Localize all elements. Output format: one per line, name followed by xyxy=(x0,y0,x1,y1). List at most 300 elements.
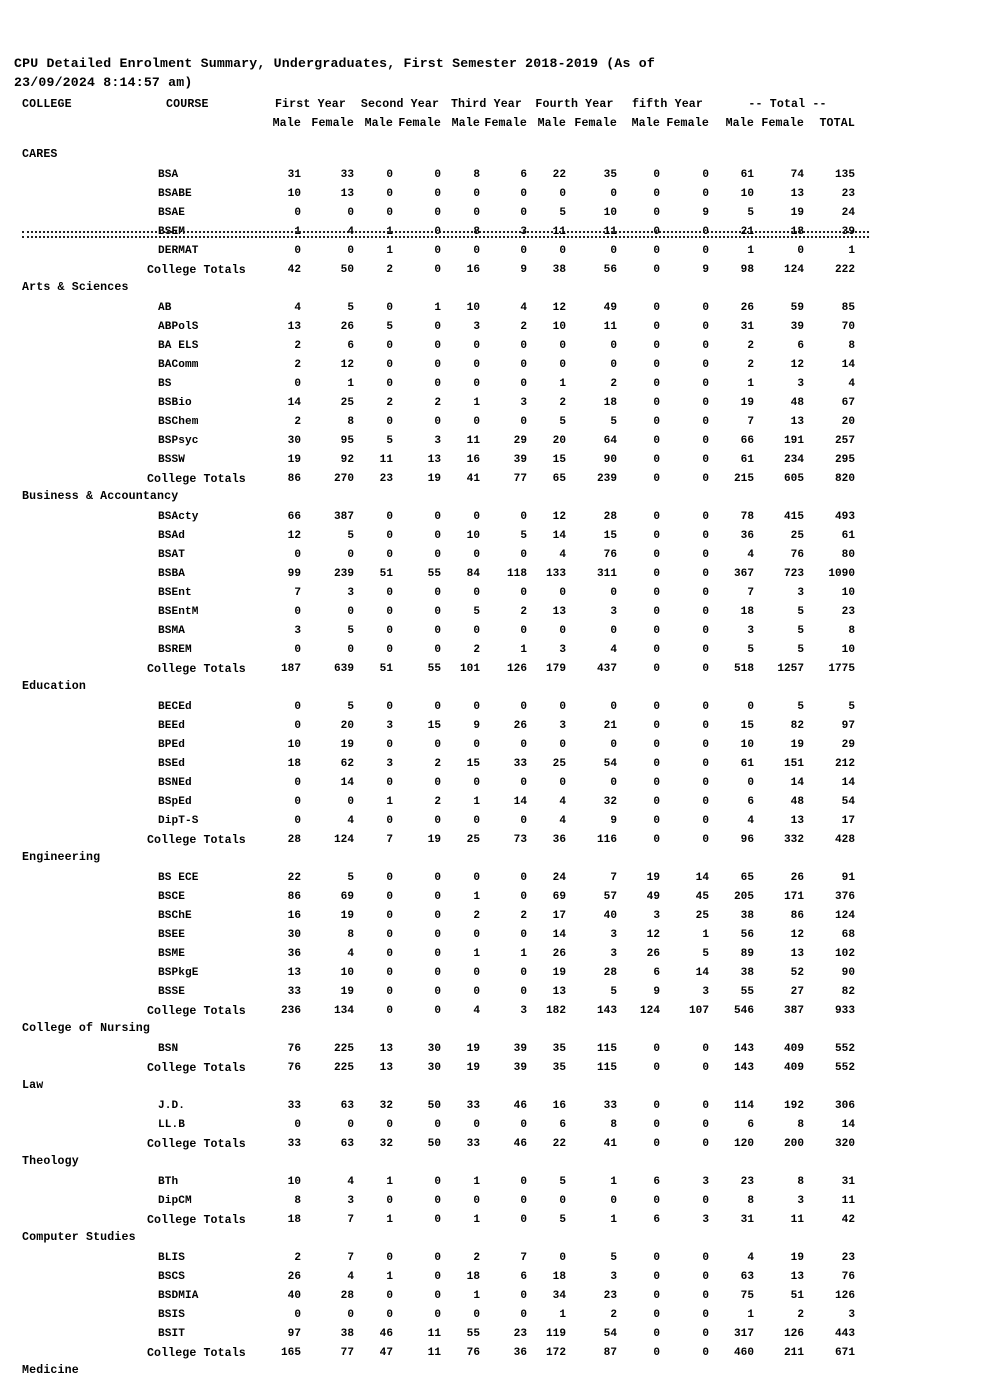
cell-course-male-6: 2 xyxy=(559,397,566,409)
cell-course-male-6: 5 xyxy=(559,416,566,428)
cell-course-male-8: 0 xyxy=(653,1271,660,1283)
cell-total-female-1: 270 xyxy=(334,473,354,485)
cell-course-female-3: 0 xyxy=(434,872,441,884)
cell-course-male-6: 13 xyxy=(552,986,566,998)
cell-course-female-11: 2 xyxy=(797,1309,804,1321)
cell-total-total-12: 671 xyxy=(835,1347,855,1359)
cell-course-female-9: 0 xyxy=(702,302,709,314)
cell-total-male-2: 1 xyxy=(386,1214,393,1226)
cell-course-male-0: 40 xyxy=(287,1290,301,1302)
course-name: BSME xyxy=(158,948,186,960)
cell-course-male-4: 16 xyxy=(466,454,480,466)
cell-course-female-7: 54 xyxy=(603,758,617,770)
cell-total-male-4: 33 xyxy=(466,1138,480,1150)
cell-course-total-12: 17 xyxy=(841,815,855,827)
group-header-third-year: Third Year xyxy=(450,98,523,111)
cell-total-female-3: 19 xyxy=(427,834,441,846)
course-name: ABPolS xyxy=(158,321,199,333)
cell-course-male-4: 0 xyxy=(473,967,480,979)
cell-course-male-10: 65 xyxy=(740,872,754,884)
cell-course-female-11: 8 xyxy=(797,1176,804,1188)
cell-total-female-9: 0 xyxy=(702,834,709,846)
cell-course-male-0: 2 xyxy=(294,416,301,428)
cell-course-male-2: 0 xyxy=(386,891,393,903)
cell-course-female-11: 3 xyxy=(797,587,804,599)
cell-course-male-8: 0 xyxy=(653,1100,660,1112)
cell-course-female-7: 2 xyxy=(610,378,617,390)
table-row xyxy=(0,793,989,812)
cell-course-female-1: 5 xyxy=(347,530,354,542)
cell-course-male-10: 7 xyxy=(747,416,754,428)
cell-course-male-2: 0 xyxy=(386,587,393,599)
cell-course-female-9: 0 xyxy=(702,454,709,466)
cell-course-female-9: 0 xyxy=(702,435,709,447)
cell-course-male-0: 66 xyxy=(287,511,301,523)
cell-course-male-6: 0 xyxy=(559,245,566,257)
cell-course-male-6: 4 xyxy=(559,549,566,561)
course-name: DipT-S xyxy=(158,815,199,827)
cell-course-male-2: 0 xyxy=(386,549,393,561)
cell-course-male-4: 0 xyxy=(473,511,480,523)
cell-course-male-6: 24 xyxy=(552,872,566,884)
cell-course-total-12: 3 xyxy=(848,1309,855,1321)
college-totals-row xyxy=(0,1059,989,1078)
cell-course-total-12: 552 xyxy=(835,1043,855,1055)
course-name: BSN xyxy=(158,1043,179,1055)
cell-course-female-1: 8 xyxy=(347,416,354,428)
cell-course-male-4: 1 xyxy=(473,1290,480,1302)
table-row xyxy=(0,641,989,660)
cell-course-female-3: 0 xyxy=(434,169,441,181)
cell-course-male-8: 0 xyxy=(653,1290,660,1302)
cell-course-male-2: 11 xyxy=(379,454,393,466)
cell-course-female-11: 19 xyxy=(790,207,804,219)
cell-course-male-6: 13 xyxy=(552,606,566,618)
cell-course-female-7: 5 xyxy=(610,1252,617,1264)
cell-course-male-0: 0 xyxy=(294,549,301,561)
table-row xyxy=(0,1268,989,1287)
cell-course-total-12: 82 xyxy=(841,986,855,998)
cell-course-female-1: 0 xyxy=(347,644,354,656)
cell-total-total-12: 42 xyxy=(841,1214,855,1226)
table-row xyxy=(0,774,989,793)
cell-total-female-1: 134 xyxy=(334,1005,354,1017)
cell-course-female-9: 0 xyxy=(702,226,709,238)
cell-course-female-3: 0 xyxy=(434,910,441,922)
cell-course-female-1: 26 xyxy=(340,321,354,333)
cell-course-female-9: 0 xyxy=(702,1100,709,1112)
cell-course-female-7: 0 xyxy=(610,1195,617,1207)
course-name: BSPkgE xyxy=(158,967,199,979)
sub-header-7-female: Female xyxy=(574,117,617,130)
cell-course-female-7: 10 xyxy=(603,207,617,219)
cell-course-male-6: 133 xyxy=(546,568,566,580)
cell-course-male-2: 0 xyxy=(386,416,393,428)
cell-course-male-4: 0 xyxy=(473,1119,480,1131)
cell-course-female-5: 33 xyxy=(513,758,527,770)
cell-course-female-5: 1 xyxy=(520,948,527,960)
cell-course-female-3: 0 xyxy=(434,625,441,637)
cell-course-male-8: 6 xyxy=(653,1176,660,1188)
table-row xyxy=(0,622,989,641)
cell-course-male-10: 63 xyxy=(740,1271,754,1283)
college-totals-label: College Totals xyxy=(147,1214,246,1227)
cell-course-female-5: 0 xyxy=(520,1195,527,1207)
cell-course-male-2: 0 xyxy=(386,530,393,542)
cell-course-female-9: 0 xyxy=(702,1195,709,1207)
cell-total-female-9: 0 xyxy=(702,1062,709,1074)
table-row xyxy=(0,1097,989,1116)
cell-course-female-9: 14 xyxy=(695,967,709,979)
cell-course-female-7: 0 xyxy=(610,739,617,751)
cell-course-female-3: 0 xyxy=(434,340,441,352)
course-name: BSNEd xyxy=(158,777,192,789)
cell-course-female-5: 118 xyxy=(507,568,527,580)
cell-course-female-9: 0 xyxy=(702,416,709,428)
sub-header-3-female: Female xyxy=(398,117,441,130)
cell-course-male-6: 3 xyxy=(559,644,566,656)
cell-course-male-8: 49 xyxy=(646,891,660,903)
table-row xyxy=(0,945,989,964)
cell-course-female-5: 0 xyxy=(520,739,527,751)
cell-course-female-7: 9 xyxy=(610,815,617,827)
course-name: DERMAT xyxy=(158,245,199,257)
cell-course-female-7: 0 xyxy=(610,587,617,599)
college-group-row xyxy=(0,489,989,508)
cell-total-female-3: 0 xyxy=(434,264,441,276)
cell-course-female-1: 3 xyxy=(347,587,354,599)
course-name: BSA xyxy=(158,169,179,181)
course-name: J.D. xyxy=(158,1100,186,1112)
cell-course-male-2: 0 xyxy=(386,777,393,789)
cell-course-male-2: 0 xyxy=(386,169,393,181)
cell-course-male-2: 0 xyxy=(386,378,393,390)
cell-course-total-12: 54 xyxy=(841,796,855,808)
cell-course-total-12: 68 xyxy=(841,929,855,941)
cell-course-female-7: 3 xyxy=(610,1271,617,1283)
cell-course-female-5: 6 xyxy=(520,169,527,181)
cell-course-male-6: 34 xyxy=(552,1290,566,1302)
cell-course-male-10: 6 xyxy=(747,1119,754,1131)
cell-course-female-3: 0 xyxy=(434,1195,441,1207)
cell-total-female-3: 19 xyxy=(427,473,441,485)
course-name: BSABE xyxy=(158,188,192,200)
college-group-row xyxy=(0,147,989,166)
cell-total-female-11: 200 xyxy=(784,1138,804,1150)
cell-course-female-9: 0 xyxy=(702,568,709,580)
cell-course-male-8: 0 xyxy=(653,568,660,580)
cell-course-female-9: 0 xyxy=(702,1252,709,1264)
cell-total-female-11: 605 xyxy=(784,473,804,485)
cell-course-female-1: 0 xyxy=(347,796,354,808)
college-totals-label: College Totals xyxy=(147,1347,246,1360)
cell-course-female-1: 33 xyxy=(340,169,354,181)
cell-course-female-1: 5 xyxy=(347,872,354,884)
table-row xyxy=(0,736,989,755)
cell-course-male-2: 0 xyxy=(386,948,393,960)
cell-course-female-1: 63 xyxy=(340,1100,354,1112)
table-row xyxy=(0,1173,989,1192)
college-totals-label: College Totals xyxy=(147,473,246,486)
column-header-college: COLLEGE xyxy=(22,98,72,111)
cell-total-male-2: 2 xyxy=(386,264,393,276)
cell-course-female-5: 2 xyxy=(520,321,527,333)
course-name: BSpEd xyxy=(158,796,192,808)
course-name: BSREM xyxy=(158,644,192,656)
course-name: BSCE xyxy=(158,891,186,903)
cell-course-female-7: 0 xyxy=(610,245,617,257)
cell-course-male-10: 4 xyxy=(747,1252,754,1264)
cell-course-female-1: 4 xyxy=(347,948,354,960)
cell-course-female-11: 74 xyxy=(790,169,804,181)
cell-course-female-1: 0 xyxy=(347,549,354,561)
cell-course-female-9: 14 xyxy=(695,872,709,884)
table-row xyxy=(0,1287,989,1306)
cell-course-female-9: 0 xyxy=(702,1043,709,1055)
cell-course-total-12: 10 xyxy=(841,587,855,599)
cell-course-total-12: 8 xyxy=(848,625,855,637)
course-name: BSBio xyxy=(158,397,192,409)
cell-course-female-11: 39 xyxy=(790,321,804,333)
cell-course-total-12: 295 xyxy=(835,454,855,466)
cell-course-male-2: 0 xyxy=(386,359,393,371)
cell-total-female-5: 0 xyxy=(520,1214,527,1226)
cell-course-female-9: 0 xyxy=(702,188,709,200)
cell-course-male-0: 31 xyxy=(287,169,301,181)
course-name: BSIS xyxy=(158,1309,186,1321)
table-row xyxy=(0,451,989,470)
cell-course-male-4: 1 xyxy=(473,796,480,808)
table-row xyxy=(0,318,989,337)
cell-course-total-12: 24 xyxy=(841,207,855,219)
cell-total-female-9: 0 xyxy=(702,1138,709,1150)
cell-course-female-3: 0 xyxy=(434,644,441,656)
cell-course-female-11: 3 xyxy=(797,378,804,390)
cell-total-male-4: 25 xyxy=(466,834,480,846)
cell-course-male-4: 0 xyxy=(473,1195,480,1207)
table-row xyxy=(0,964,989,983)
cell-course-female-11: 126 xyxy=(784,1328,804,1340)
cell-course-male-10: 3 xyxy=(747,625,754,637)
cell-course-female-3: 0 xyxy=(434,188,441,200)
cell-course-female-7: 35 xyxy=(603,169,617,181)
cell-course-male-0: 14 xyxy=(287,397,301,409)
cell-course-female-3: 0 xyxy=(434,815,441,827)
cell-course-male-10: 78 xyxy=(740,511,754,523)
cell-course-female-11: 8 xyxy=(797,1119,804,1131)
cell-total-female-7: 143 xyxy=(597,1005,617,1017)
cell-course-female-5: 2 xyxy=(520,910,527,922)
sub-header-0-male: Male xyxy=(272,117,301,130)
cell-course-male-2: 0 xyxy=(386,910,393,922)
cell-course-male-8: 0 xyxy=(653,169,660,181)
cell-total-female-11: 387 xyxy=(784,1005,804,1017)
sub-header-4-male: Male xyxy=(451,117,480,130)
cell-total-male-0: 236 xyxy=(281,1005,301,1017)
cell-course-male-2: 0 xyxy=(386,815,393,827)
cell-course-female-3: 0 xyxy=(434,1176,441,1188)
cell-total-male-6: 172 xyxy=(546,1347,566,1359)
cell-total-male-0: 165 xyxy=(281,1347,301,1359)
cell-course-male-6: 0 xyxy=(559,701,566,713)
cell-course-male-4: 11 xyxy=(466,435,480,447)
cell-course-male-8: 0 xyxy=(653,1119,660,1131)
cell-course-female-9: 3 xyxy=(702,986,709,998)
cell-course-female-7: 0 xyxy=(610,340,617,352)
cell-total-female-5: 126 xyxy=(507,663,527,675)
cell-total-male-2: 23 xyxy=(379,473,393,485)
cell-total-male-10: 215 xyxy=(734,473,754,485)
cell-course-female-5: 1 xyxy=(520,644,527,656)
cell-course-male-0: 22 xyxy=(287,872,301,884)
cell-course-female-5: 4 xyxy=(520,302,527,314)
cell-total-male-4: 1 xyxy=(473,1214,480,1226)
cell-total-female-3: 55 xyxy=(427,663,441,675)
cell-course-female-7: 3 xyxy=(610,948,617,960)
cell-course-male-8: 0 xyxy=(653,644,660,656)
cell-course-male-10: 2 xyxy=(747,359,754,371)
cell-total-male-0: 33 xyxy=(287,1138,301,1150)
cell-course-male-2: 0 xyxy=(386,872,393,884)
cell-course-male-4: 0 xyxy=(473,587,480,599)
cell-course-female-9: 0 xyxy=(702,530,709,542)
cell-course-male-0: 12 xyxy=(287,530,301,542)
cell-total-male-4: 16 xyxy=(466,264,480,276)
cell-course-male-4: 2 xyxy=(473,644,480,656)
cell-course-male-8: 3 xyxy=(653,910,660,922)
cell-course-male-8: 0 xyxy=(653,701,660,713)
cell-total-female-11: 409 xyxy=(784,1062,804,1074)
cell-course-male-8: 0 xyxy=(653,511,660,523)
cell-course-male-2: 1 xyxy=(386,245,393,257)
cell-course-female-11: 19 xyxy=(790,1252,804,1264)
cell-total-female-11: 124 xyxy=(784,264,804,276)
cell-course-female-9: 0 xyxy=(702,796,709,808)
cell-course-male-2: 0 xyxy=(386,511,393,523)
cell-course-female-3: 0 xyxy=(434,891,441,903)
cell-course-female-9: 3 xyxy=(702,1176,709,1188)
cell-course-female-7: 5 xyxy=(610,986,617,998)
cell-course-male-6: 22 xyxy=(552,169,566,181)
cell-course-male-8: 0 xyxy=(653,207,660,219)
cell-course-female-7: 2 xyxy=(610,1309,617,1321)
cell-course-female-9: 0 xyxy=(702,587,709,599)
group-header-first-year: First Year xyxy=(274,98,347,111)
table-row xyxy=(0,223,989,242)
cell-course-female-5: 0 xyxy=(520,378,527,390)
cell-course-female-7: 40 xyxy=(603,910,617,922)
cell-course-female-11: 13 xyxy=(790,416,804,428)
cell-course-female-5: 0 xyxy=(520,872,527,884)
cell-course-male-4: 0 xyxy=(473,378,480,390)
course-name: BSCS xyxy=(158,1271,186,1283)
college-totals-label: College Totals xyxy=(147,834,246,847)
course-name: BSChem xyxy=(158,416,199,428)
cell-course-male-6: 18 xyxy=(552,1271,566,1283)
college-totals-row xyxy=(0,261,989,280)
cell-course-female-5: 0 xyxy=(520,986,527,998)
cell-course-female-9: 45 xyxy=(695,891,709,903)
cell-course-total-12: 1 xyxy=(848,245,855,257)
cell-course-female-3: 2 xyxy=(434,796,441,808)
table-row xyxy=(0,907,989,926)
cell-course-female-7: 23 xyxy=(603,1290,617,1302)
cell-course-female-3: 0 xyxy=(434,207,441,219)
cell-course-male-2: 1 xyxy=(386,1271,393,1283)
cell-course-female-1: 4 xyxy=(347,1271,354,1283)
cell-course-female-5: 0 xyxy=(520,511,527,523)
sub-header-12-total: TOTAL xyxy=(819,117,855,130)
cell-course-female-1: 28 xyxy=(340,1290,354,1302)
cell-course-total-12: 8 xyxy=(848,340,855,352)
cell-course-total-12: 29 xyxy=(841,739,855,751)
cell-course-female-7: 57 xyxy=(603,891,617,903)
cell-course-male-6: 0 xyxy=(559,777,566,789)
cell-course-male-8: 0 xyxy=(653,378,660,390)
page-title-line2: 23/09/2024 8:14:57 am) xyxy=(14,75,193,90)
cell-course-female-7: 4 xyxy=(610,644,617,656)
cell-course-male-2: 1 xyxy=(386,796,393,808)
cell-course-male-4: 0 xyxy=(473,188,480,200)
cell-course-female-1: 5 xyxy=(347,302,354,314)
cell-course-female-11: 76 xyxy=(790,549,804,561)
cell-course-female-7: 115 xyxy=(597,1043,617,1055)
cell-total-female-7: 87 xyxy=(603,1347,617,1359)
cell-total-male-8: 6 xyxy=(653,1214,660,1226)
cell-total-male-4: 19 xyxy=(466,1062,480,1074)
cell-course-male-6: 119 xyxy=(546,1328,566,1340)
cell-course-male-0: 0 xyxy=(294,815,301,827)
cell-course-total-12: 23 xyxy=(841,188,855,200)
cell-course-female-11: 52 xyxy=(790,967,804,979)
cell-total-female-3: 0 xyxy=(434,1214,441,1226)
cell-course-female-1: 20 xyxy=(340,720,354,732)
cell-course-male-4: 2 xyxy=(473,910,480,922)
cell-course-female-11: 0 xyxy=(797,245,804,257)
cell-course-female-11: 59 xyxy=(790,302,804,314)
cell-course-male-10: 61 xyxy=(740,454,754,466)
cell-total-male-0: 42 xyxy=(287,264,301,276)
cell-total-male-6: 179 xyxy=(546,663,566,675)
cell-course-female-3: 55 xyxy=(427,568,441,580)
college-totals-label: College Totals xyxy=(147,1062,246,1075)
cell-course-female-7: 0 xyxy=(610,188,617,200)
cell-course-male-6: 5 xyxy=(559,1176,566,1188)
cell-course-male-10: 18 xyxy=(740,606,754,618)
cell-course-female-11: 192 xyxy=(784,1100,804,1112)
cell-course-female-1: 4 xyxy=(347,226,354,238)
cell-course-male-2: 0 xyxy=(386,625,393,637)
cell-total-male-6: 38 xyxy=(552,264,566,276)
cell-course-total-12: 14 xyxy=(841,359,855,371)
cell-course-male-6: 0 xyxy=(559,188,566,200)
cell-course-male-10: 6 xyxy=(747,796,754,808)
cell-course-male-6: 0 xyxy=(559,739,566,751)
cell-course-female-11: 14 xyxy=(790,777,804,789)
table-row xyxy=(0,926,989,945)
cell-course-female-1: 5 xyxy=(347,701,354,713)
cell-course-male-0: 33 xyxy=(287,986,301,998)
cell-course-male-8: 0 xyxy=(653,340,660,352)
cell-total-male-4: 41 xyxy=(466,473,480,485)
cell-course-female-1: 3 xyxy=(347,1195,354,1207)
cell-course-female-3: 0 xyxy=(434,416,441,428)
cell-course-female-5: 0 xyxy=(520,929,527,941)
cell-course-female-7: 0 xyxy=(610,701,617,713)
table-row xyxy=(0,565,989,584)
cell-total-female-5: 73 xyxy=(513,834,527,846)
cell-course-male-8: 0 xyxy=(653,758,660,770)
